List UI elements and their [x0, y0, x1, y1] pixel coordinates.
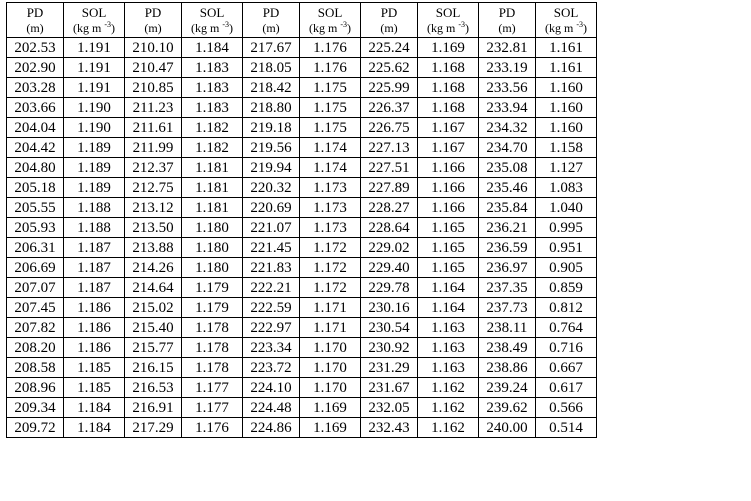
sol-cell: 1.166 [418, 158, 479, 178]
sol-cell: 1.173 [300, 178, 361, 198]
pd-cell: 229.40 [361, 258, 418, 278]
sol-cell: 1.160 [536, 118, 597, 138]
pd-cell: 225.62 [361, 58, 418, 78]
sol-cell: 1.179 [182, 298, 243, 318]
sol-cell: 1.181 [182, 158, 243, 178]
pd-cell: 232.81 [479, 38, 536, 58]
sol-header-unit: (kg m $^{-3}$) [544, 19, 587, 35]
sol-cell: 1.165 [418, 218, 479, 238]
sol-cell: 1.161 [536, 58, 597, 78]
pd-cell: 217.67 [243, 38, 300, 58]
sol-cell: 1.165 [418, 258, 479, 278]
pd-cell: 216.91 [125, 398, 182, 418]
pd-cell: 215.40 [125, 318, 182, 338]
table-row [7, 178, 597, 198]
pd-cell: 215.77 [125, 338, 182, 358]
pd-cell: 204.80 [7, 158, 64, 178]
table-row [7, 418, 597, 438]
pd-cell: 239.24 [479, 378, 536, 398]
pd-cell: 210.85 [125, 78, 182, 98]
sol-cell: 1.176 [300, 58, 361, 78]
sol-cell: 1.188 [64, 218, 125, 238]
pd-cell: 239.62 [479, 398, 536, 418]
sol-cell: 1.170 [300, 338, 361, 358]
table-row [7, 278, 597, 298]
sol-cell: 1.163 [418, 338, 479, 358]
pd-cell: 230.16 [361, 298, 418, 318]
sol-cell: 1.183 [182, 58, 243, 78]
table-row [7, 398, 597, 418]
pd-cell: 228.27 [361, 198, 418, 218]
sol-cell: 1.179 [182, 278, 243, 298]
sol-header-label: SOL [317, 4, 343, 20]
pd-cell: 238.86 [479, 358, 536, 378]
sol-header-unit: (kg m $^{-3}$) [72, 19, 115, 35]
pd-cell: 227.89 [361, 178, 418, 198]
sol-cell: 1.167 [418, 118, 479, 138]
sol-cell: 1.172 [300, 278, 361, 298]
pd-cell: 202.53 [7, 38, 64, 58]
pd-cell: 224.86 [243, 418, 300, 438]
pd-cell: 222.97 [243, 318, 300, 338]
table-row [7, 218, 597, 238]
pd-cell: 218.80 [243, 98, 300, 118]
sol-cell: 1.083 [536, 178, 597, 198]
pd-cell: 206.69 [7, 258, 64, 278]
pd-cell: 205.55 [7, 198, 64, 218]
pd-cell: 207.45 [7, 298, 64, 318]
sol-cell: 1.162 [418, 418, 479, 438]
pd-cell: 210.47 [125, 58, 182, 78]
pd-cell: 232.05 [361, 398, 418, 418]
pd-sol-table [6, 2, 597, 438]
sol-cell: 1.165 [418, 238, 479, 258]
pd-cell: 232.43 [361, 418, 418, 438]
sol-unit-exponent: -3 [340, 19, 347, 29]
sol-cell: 0.859 [536, 278, 597, 298]
sol-header-label: SOL [435, 4, 461, 20]
sol-header-label: SOL [553, 4, 579, 20]
sol-cell: 1.178 [182, 358, 243, 378]
sol-cell: 1.174 [300, 138, 361, 158]
sol-cell: 1.163 [418, 318, 479, 338]
pd-cell: 238.49 [479, 338, 536, 358]
pd-cell: 238.11 [479, 318, 536, 338]
table-row [7, 58, 597, 78]
pd-cell: 219.94 [243, 158, 300, 178]
pd-header-label: PD [380, 4, 398, 20]
sol-cell: 1.160 [536, 98, 597, 118]
pd-cell: 216.53 [125, 378, 182, 398]
sol-column-header [300, 3, 361, 38]
pd-cell: 205.93 [7, 218, 64, 238]
pd-cell: 218.42 [243, 78, 300, 98]
pd-cell: 233.19 [479, 58, 536, 78]
header-row [7, 3, 597, 38]
pd-column-header [125, 3, 182, 38]
sol-cell: 0.566 [536, 398, 597, 418]
sol-cell: 0.514 [536, 418, 597, 438]
pd-cell: 231.29 [361, 358, 418, 378]
sol-cell: 1.175 [300, 118, 361, 138]
sol-cell: 1.189 [64, 178, 125, 198]
sol-cell: 1.158 [536, 138, 597, 158]
pd-header-unit: (m) [262, 20, 280, 35]
sol-cell: 0.995 [536, 218, 597, 238]
sol-cell: 1.175 [300, 78, 361, 98]
table-row [7, 338, 597, 358]
sol-cell: 1.185 [64, 378, 125, 398]
sol-cell: 1.164 [418, 278, 479, 298]
sol-cell: 1.169 [300, 418, 361, 438]
sol-cell: 1.173 [300, 198, 361, 218]
pd-cell: 205.18 [7, 178, 64, 198]
pd-cell: 236.97 [479, 258, 536, 278]
pd-cell: 217.29 [125, 418, 182, 438]
pd-column-header [479, 3, 536, 38]
pd-cell: 222.59 [243, 298, 300, 318]
sol-column-header [182, 3, 243, 38]
pd-cell: 226.37 [361, 98, 418, 118]
pd-cell: 235.84 [479, 198, 536, 218]
pd-cell: 222.21 [243, 278, 300, 298]
sol-cell: 0.812 [536, 298, 597, 318]
sol-cell: 1.178 [182, 318, 243, 338]
pd-cell: 207.07 [7, 278, 64, 298]
sol-cell: 1.187 [64, 258, 125, 278]
sol-cell: 1.168 [418, 58, 479, 78]
sol-header-unit: (kg m $^{-3}$) [308, 19, 351, 35]
sol-cell: 1.171 [300, 298, 361, 318]
pd-header-label: PD [26, 4, 44, 20]
sol-cell: 1.187 [64, 278, 125, 298]
sol-cell: 1.175 [300, 98, 361, 118]
sol-cell: 1.177 [182, 378, 243, 398]
sol-cell: 1.160 [536, 78, 597, 98]
pd-cell: 230.92 [361, 338, 418, 358]
pd-cell: 202.90 [7, 58, 64, 78]
pd-cell: 233.56 [479, 78, 536, 98]
pd-cell: 220.69 [243, 198, 300, 218]
pd-cell: 213.88 [125, 238, 182, 258]
table-row [7, 118, 597, 138]
pd-cell: 233.94 [479, 98, 536, 118]
sol-cell: 1.176 [182, 418, 243, 438]
table-row [7, 298, 597, 318]
table-body [7, 38, 597, 438]
sol-cell: 1.163 [418, 358, 479, 378]
pd-cell: 207.82 [7, 318, 64, 338]
sol-cell: 0.951 [536, 238, 597, 258]
sol-cell: 1.180 [182, 238, 243, 258]
sol-cell: 1.183 [182, 98, 243, 118]
sol-cell: 1.186 [64, 298, 125, 318]
pd-cell: 236.21 [479, 218, 536, 238]
sol-cell: 0.716 [536, 338, 597, 358]
pd-cell: 204.04 [7, 118, 64, 138]
sol-cell: 1.181 [182, 198, 243, 218]
pd-cell: 224.48 [243, 398, 300, 418]
sol-cell: 1.180 [182, 258, 243, 278]
table-row [7, 38, 597, 58]
pd-cell: 215.02 [125, 298, 182, 318]
sol-cell: 1.172 [300, 258, 361, 278]
pd-cell: 209.72 [7, 418, 64, 438]
sol-cell: 1.189 [64, 158, 125, 178]
sol-cell: 1.190 [64, 118, 125, 138]
pd-cell: 237.35 [479, 278, 536, 298]
pd-cell: 221.45 [243, 238, 300, 258]
sol-cell: 1.173 [300, 218, 361, 238]
sol-cell: 1.176 [300, 38, 361, 58]
sol-cell: 1.182 [182, 138, 243, 158]
pd-cell: 224.10 [243, 378, 300, 398]
pd-cell: 221.83 [243, 258, 300, 278]
sol-cell: 1.162 [418, 378, 479, 398]
sol-unit-exponent: -3 [576, 19, 583, 29]
sol-cell: 1.183 [182, 78, 243, 98]
pd-cell: 203.28 [7, 78, 64, 98]
pd-cell: 226.75 [361, 118, 418, 138]
table-row [7, 98, 597, 118]
sol-cell: 1.191 [64, 78, 125, 98]
sol-unit-exponent: -3 [458, 19, 465, 29]
table-row [7, 138, 597, 158]
pd-cell: 225.99 [361, 78, 418, 98]
pd-cell: 229.78 [361, 278, 418, 298]
sol-cell: 1.172 [300, 238, 361, 258]
pd-cell: 220.32 [243, 178, 300, 198]
table-row [7, 258, 597, 278]
pd-cell: 221.07 [243, 218, 300, 238]
sol-cell: 1.190 [64, 98, 125, 118]
sol-cell: 1.162 [418, 398, 479, 418]
pd-header-unit: (m) [26, 20, 44, 35]
pd-cell: 237.73 [479, 298, 536, 318]
pd-cell: 208.20 [7, 338, 64, 358]
sol-cell: 1.187 [64, 238, 125, 258]
sol-cell: 0.667 [536, 358, 597, 378]
pd-cell: 204.42 [7, 138, 64, 158]
pd-cell: 218.05 [243, 58, 300, 78]
sol-cell: 1.185 [64, 358, 125, 378]
pd-cell: 214.26 [125, 258, 182, 278]
pd-cell: 203.66 [7, 98, 64, 118]
sol-cell: 1.191 [64, 38, 125, 58]
sol-cell: 1.191 [64, 58, 125, 78]
sol-cell: 1.040 [536, 198, 597, 218]
pd-column-header [243, 3, 300, 38]
pd-cell: 219.56 [243, 138, 300, 158]
sol-header-unit: (kg m $^{-3}$) [426, 19, 469, 35]
pd-cell: 234.70 [479, 138, 536, 158]
pd-cell: 211.23 [125, 98, 182, 118]
pd-header-unit: (m) [144, 20, 162, 35]
pd-cell: 223.72 [243, 358, 300, 378]
sol-cell: 1.182 [182, 118, 243, 138]
pd-cell: 229.02 [361, 238, 418, 258]
sol-cell: 1.184 [64, 398, 125, 418]
sol-cell: 1.161 [536, 38, 597, 58]
table-row [7, 378, 597, 398]
pd-cell: 212.75 [125, 178, 182, 198]
pd-cell: 208.58 [7, 358, 64, 378]
sol-cell: 1.166 [418, 198, 479, 218]
table-row [7, 78, 597, 98]
pd-cell: 230.54 [361, 318, 418, 338]
sol-header-unit: (kg m $^{-3}$) [190, 19, 233, 35]
pd-cell: 206.31 [7, 238, 64, 258]
sol-cell: 1.184 [182, 38, 243, 58]
sol-cell: 1.184 [64, 418, 125, 438]
sol-cell: 1.168 [418, 98, 479, 118]
table-row [7, 318, 597, 338]
pd-cell: 227.13 [361, 138, 418, 158]
pd-header-unit: (m) [498, 20, 516, 35]
sol-header-label: SOL [199, 4, 225, 20]
pd-cell: 235.08 [479, 158, 536, 178]
sol-cell: 1.188 [64, 198, 125, 218]
sol-cell: 1.186 [64, 318, 125, 338]
sol-unit-exponent: -3 [104, 19, 111, 29]
sol-cell: 1.174 [300, 158, 361, 178]
pd-cell: 227.51 [361, 158, 418, 178]
sol-column-header [64, 3, 125, 38]
pd-cell: 213.12 [125, 198, 182, 218]
sol-column-header [536, 3, 597, 38]
sol-cell: 1.170 [300, 358, 361, 378]
sol-cell: 1.170 [300, 378, 361, 398]
table-row [7, 358, 597, 378]
sol-cell: 0.905 [536, 258, 597, 278]
sol-cell: 1.186 [64, 338, 125, 358]
pd-cell: 212.37 [125, 158, 182, 178]
pd-cell: 214.64 [125, 278, 182, 298]
sol-cell: 1.169 [300, 398, 361, 418]
sol-cell: 1.127 [536, 158, 597, 178]
table-row [7, 158, 597, 178]
sol-cell: 0.617 [536, 378, 597, 398]
sol-cell: 1.180 [182, 218, 243, 238]
pd-cell: 235.46 [479, 178, 536, 198]
pd-header-label: PD [498, 4, 516, 20]
pd-cell: 225.24 [361, 38, 418, 58]
sol-cell: 1.178 [182, 338, 243, 358]
pd-cell: 219.18 [243, 118, 300, 138]
table-row [7, 238, 597, 258]
pd-cell: 211.99 [125, 138, 182, 158]
sol-cell: 1.181 [182, 178, 243, 198]
sol-column-header [418, 3, 479, 38]
pd-cell: 208.96 [7, 378, 64, 398]
pd-cell: 209.34 [7, 398, 64, 418]
pd-cell: 234.32 [479, 118, 536, 138]
sol-cell: 1.167 [418, 138, 479, 158]
table-row [7, 198, 597, 218]
pd-cell: 216.15 [125, 358, 182, 378]
pd-cell: 228.64 [361, 218, 418, 238]
sol-cell: 1.169 [418, 38, 479, 58]
sol-unit-exponent: -3 [222, 19, 229, 29]
pd-cell: 210.10 [125, 38, 182, 58]
sol-cell: 1.168 [418, 78, 479, 98]
pd-cell: 231.67 [361, 378, 418, 398]
pd-cell: 213.50 [125, 218, 182, 238]
sol-cell: 0.764 [536, 318, 597, 338]
pd-column-header [361, 3, 418, 38]
sol-header-label: SOL [81, 4, 107, 20]
table-header [7, 3, 597, 38]
pd-column-header [7, 3, 64, 38]
sol-cell: 1.166 [418, 178, 479, 198]
pd-header-label: PD [144, 4, 162, 20]
pd-cell: 240.00 [479, 418, 536, 438]
pd-header-label: PD [262, 4, 280, 20]
pd-cell: 236.59 [479, 238, 536, 258]
sol-cell: 1.189 [64, 138, 125, 158]
pd-cell: 223.34 [243, 338, 300, 358]
sol-cell: 1.164 [418, 298, 479, 318]
sol-cell: 1.171 [300, 318, 361, 338]
pd-header-unit: (m) [380, 20, 398, 35]
sol-cell: 1.177 [182, 398, 243, 418]
pd-cell: 211.61 [125, 118, 182, 138]
